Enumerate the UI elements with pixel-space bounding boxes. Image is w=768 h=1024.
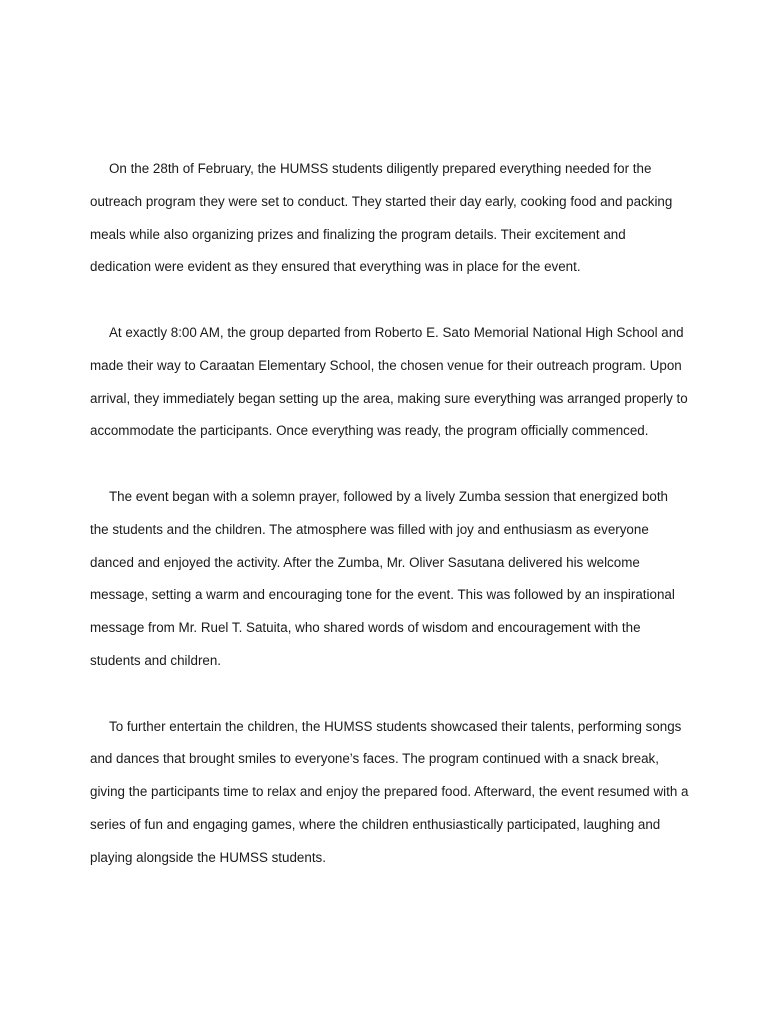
- paragraph: On the 28th of February, the HUMSS students diligently prepared everything needed for the outreach program they were set to conduct. They started their day early, cooking food and packing meals while also organizing prizes and finalizing the program details. Their excitement and dedication were evident as they ensured that everything was in place for the event.: [90, 161, 673, 275]
- paragraph: At exactly 8:00 AM, the group departed from Roberto E. Sato Memorial National High School and made their way to Caraatan Elementary School, the chosen venue for their outreach program. Upon arrival, they immediately began setting up the area, making sure everything was arranged properly to accommodate the participants. Once everything was ready, the program officially commenced.: [90, 324, 688, 439]
- paragraph: The event began with a solemn prayer, followed by a lively Zumba session that energized both the students and the children. The atmosphere was filled with joy and enthusiasm as everyone danced and enjoyed the activity. After the Zumba, Mr. Oliver Sasutana delivered his welcome message, setting a warm and encouraging tone for the event. This was followed by an inspirational message from Mr. Ruel T. Satuita, who shared words of wisdom and encouragement with the students and children.: [90, 488, 675, 668]
- document-body: [90, 153, 690, 907]
- paragraph: To further entertain the children, the HUMSS students showcased their talents, performing songs and dances that brought smiles to everyone’s faces. The program continued with a snack break, giving the participants time to relax and enjoy the prepared food. Afterward, the event resumed with a series of fun and engaging games, where the children enthusiastically participated, laughing and playing alongside the HUMSS students.: [90, 718, 689, 865]
